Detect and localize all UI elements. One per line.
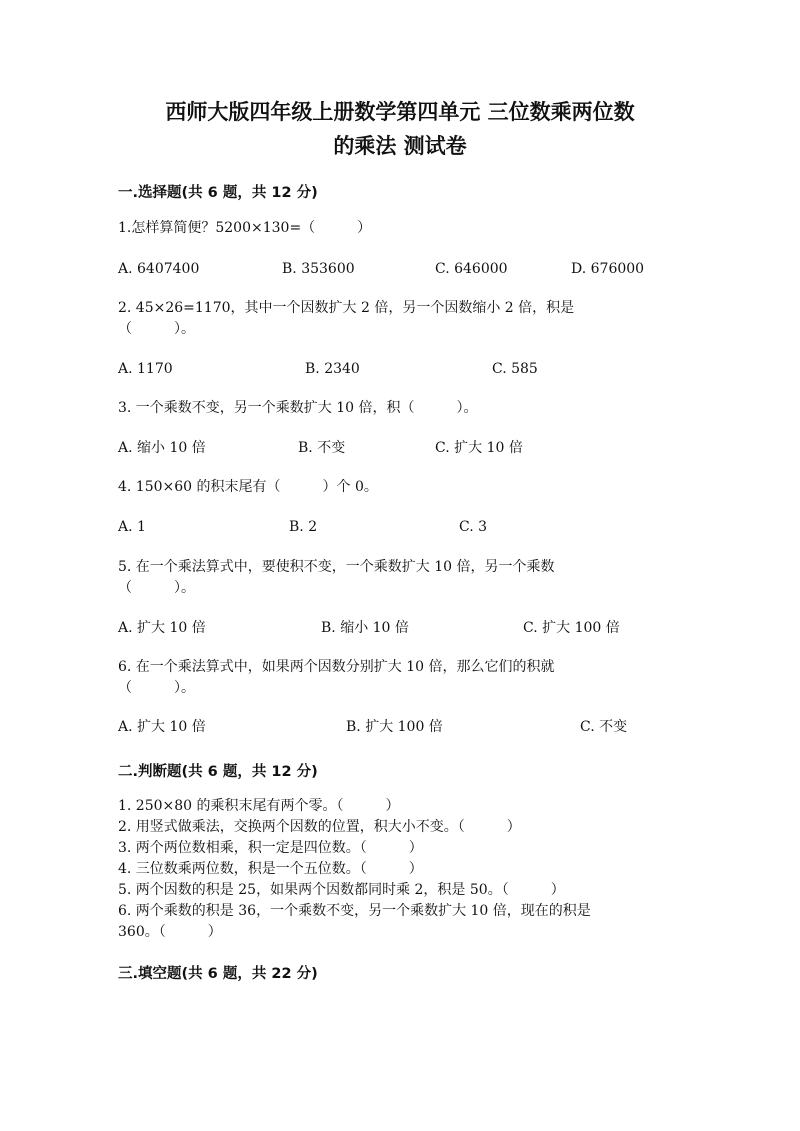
question-4-option-a: A. 1 [118, 519, 146, 535]
question-2-option-a: A. 1170 [118, 361, 173, 377]
question-4-text: 4. 150×60 的积末尾有（ ）个 0。 [118, 479, 378, 495]
true-false-item-3: 3. 两个两位数相乘，积一定是四位数。（ ） [118, 840, 423, 856]
question-1-text: 1.怎样算简便？5200×130=（ ） [118, 220, 372, 236]
question-3-option-b: B. 不变 [298, 440, 346, 456]
question-2-option-b: B. 2340 [305, 361, 360, 377]
question-4-option-c: C. 3 [459, 519, 488, 535]
question-4-option-b: B. 2 [289, 519, 318, 535]
question-2-text: 2. 45×26=1170，其中一个因数扩大 2 倍，另一个因数缩小 2 倍，积是 [118, 300, 575, 316]
document-title-line-1: 西师大版四年级上册数学第四单元 三位数乘两位数 [165, 100, 635, 124]
section-heading-true-false: 二.判断题(共 6 题，共 12 分) [118, 764, 318, 780]
question-1-option-d: D. 676000 [571, 261, 645, 277]
question-3-option-a: A. 缩小 10 倍 [118, 440, 206, 456]
true-false-item-6-line-2: 360。（ ） [118, 924, 222, 940]
true-false-item-2: 2. 用竖式做乘法，交换两个因数的位置，积大小不变。（ ） [118, 819, 521, 835]
question-1-option-b: B. 353600 [282, 261, 355, 277]
section-heading-fill-in: 三.填空题(共 6 题，共 22 分) [118, 966, 318, 982]
question-2-text-line-2: （ ）。 [118, 321, 195, 337]
question-5-option-b: B. 缩小 10 倍 [321, 620, 409, 636]
true-false-item-1: 1. 250×80 的乘积末尾有两个零。（ ） [118, 798, 400, 814]
section-heading-choice: 一.选择题(共 6 题，共 12 分) [118, 185, 318, 201]
question-1-option-a: A. 6407400 [118, 261, 200, 277]
question-2-option-c: C. 585 [492, 361, 538, 377]
question-6-text-line-2: （ ）。 [118, 680, 195, 696]
question-3-text: 3. 一个乘数不变，另一个乘数扩大 10 倍，积（ ）。 [118, 400, 478, 416]
question-3-option-c: C. 扩大 10 倍 [435, 440, 523, 456]
question-6-option-c: C. 不变 [580, 719, 628, 735]
question-6-text: 6. 在一个乘法算式中，如果两个因数分别扩大 10 倍，那么它们的积就 [118, 659, 555, 675]
question-5-option-c: C. 扩大 100 倍 [523, 620, 620, 636]
true-false-item-5: 5. 两个因数的积是 25，如果两个因数都同时乘 2，积是 50。（ ） [118, 882, 565, 898]
document-title-line-2: 的乘法 测试卷 [333, 134, 467, 158]
question-5-option-a: A. 扩大 10 倍 [118, 620, 206, 636]
question-5-text-line-2: （ ）。 [118, 580, 195, 596]
question-6-option-a: A. 扩大 10 倍 [118, 719, 206, 735]
true-false-item-6: 6. 两个乘数的积是 36，一个乘数不变，另一个乘数扩大 10 倍，现在的积是 [118, 903, 591, 919]
question-6-option-b: B. 扩大 100 倍 [346, 719, 443, 735]
question-1-option-c: C. 646000 [435, 261, 508, 277]
document-title [100, 95, 700, 163]
true-false-item-4: 4. 三位数乘两位数，积是一个五位数。（ ） [118, 861, 423, 877]
question-5-text: 5. 在一个乘法算式中，要使积不变，一个乘数扩大 10 倍，另一个乘数 [118, 559, 555, 575]
